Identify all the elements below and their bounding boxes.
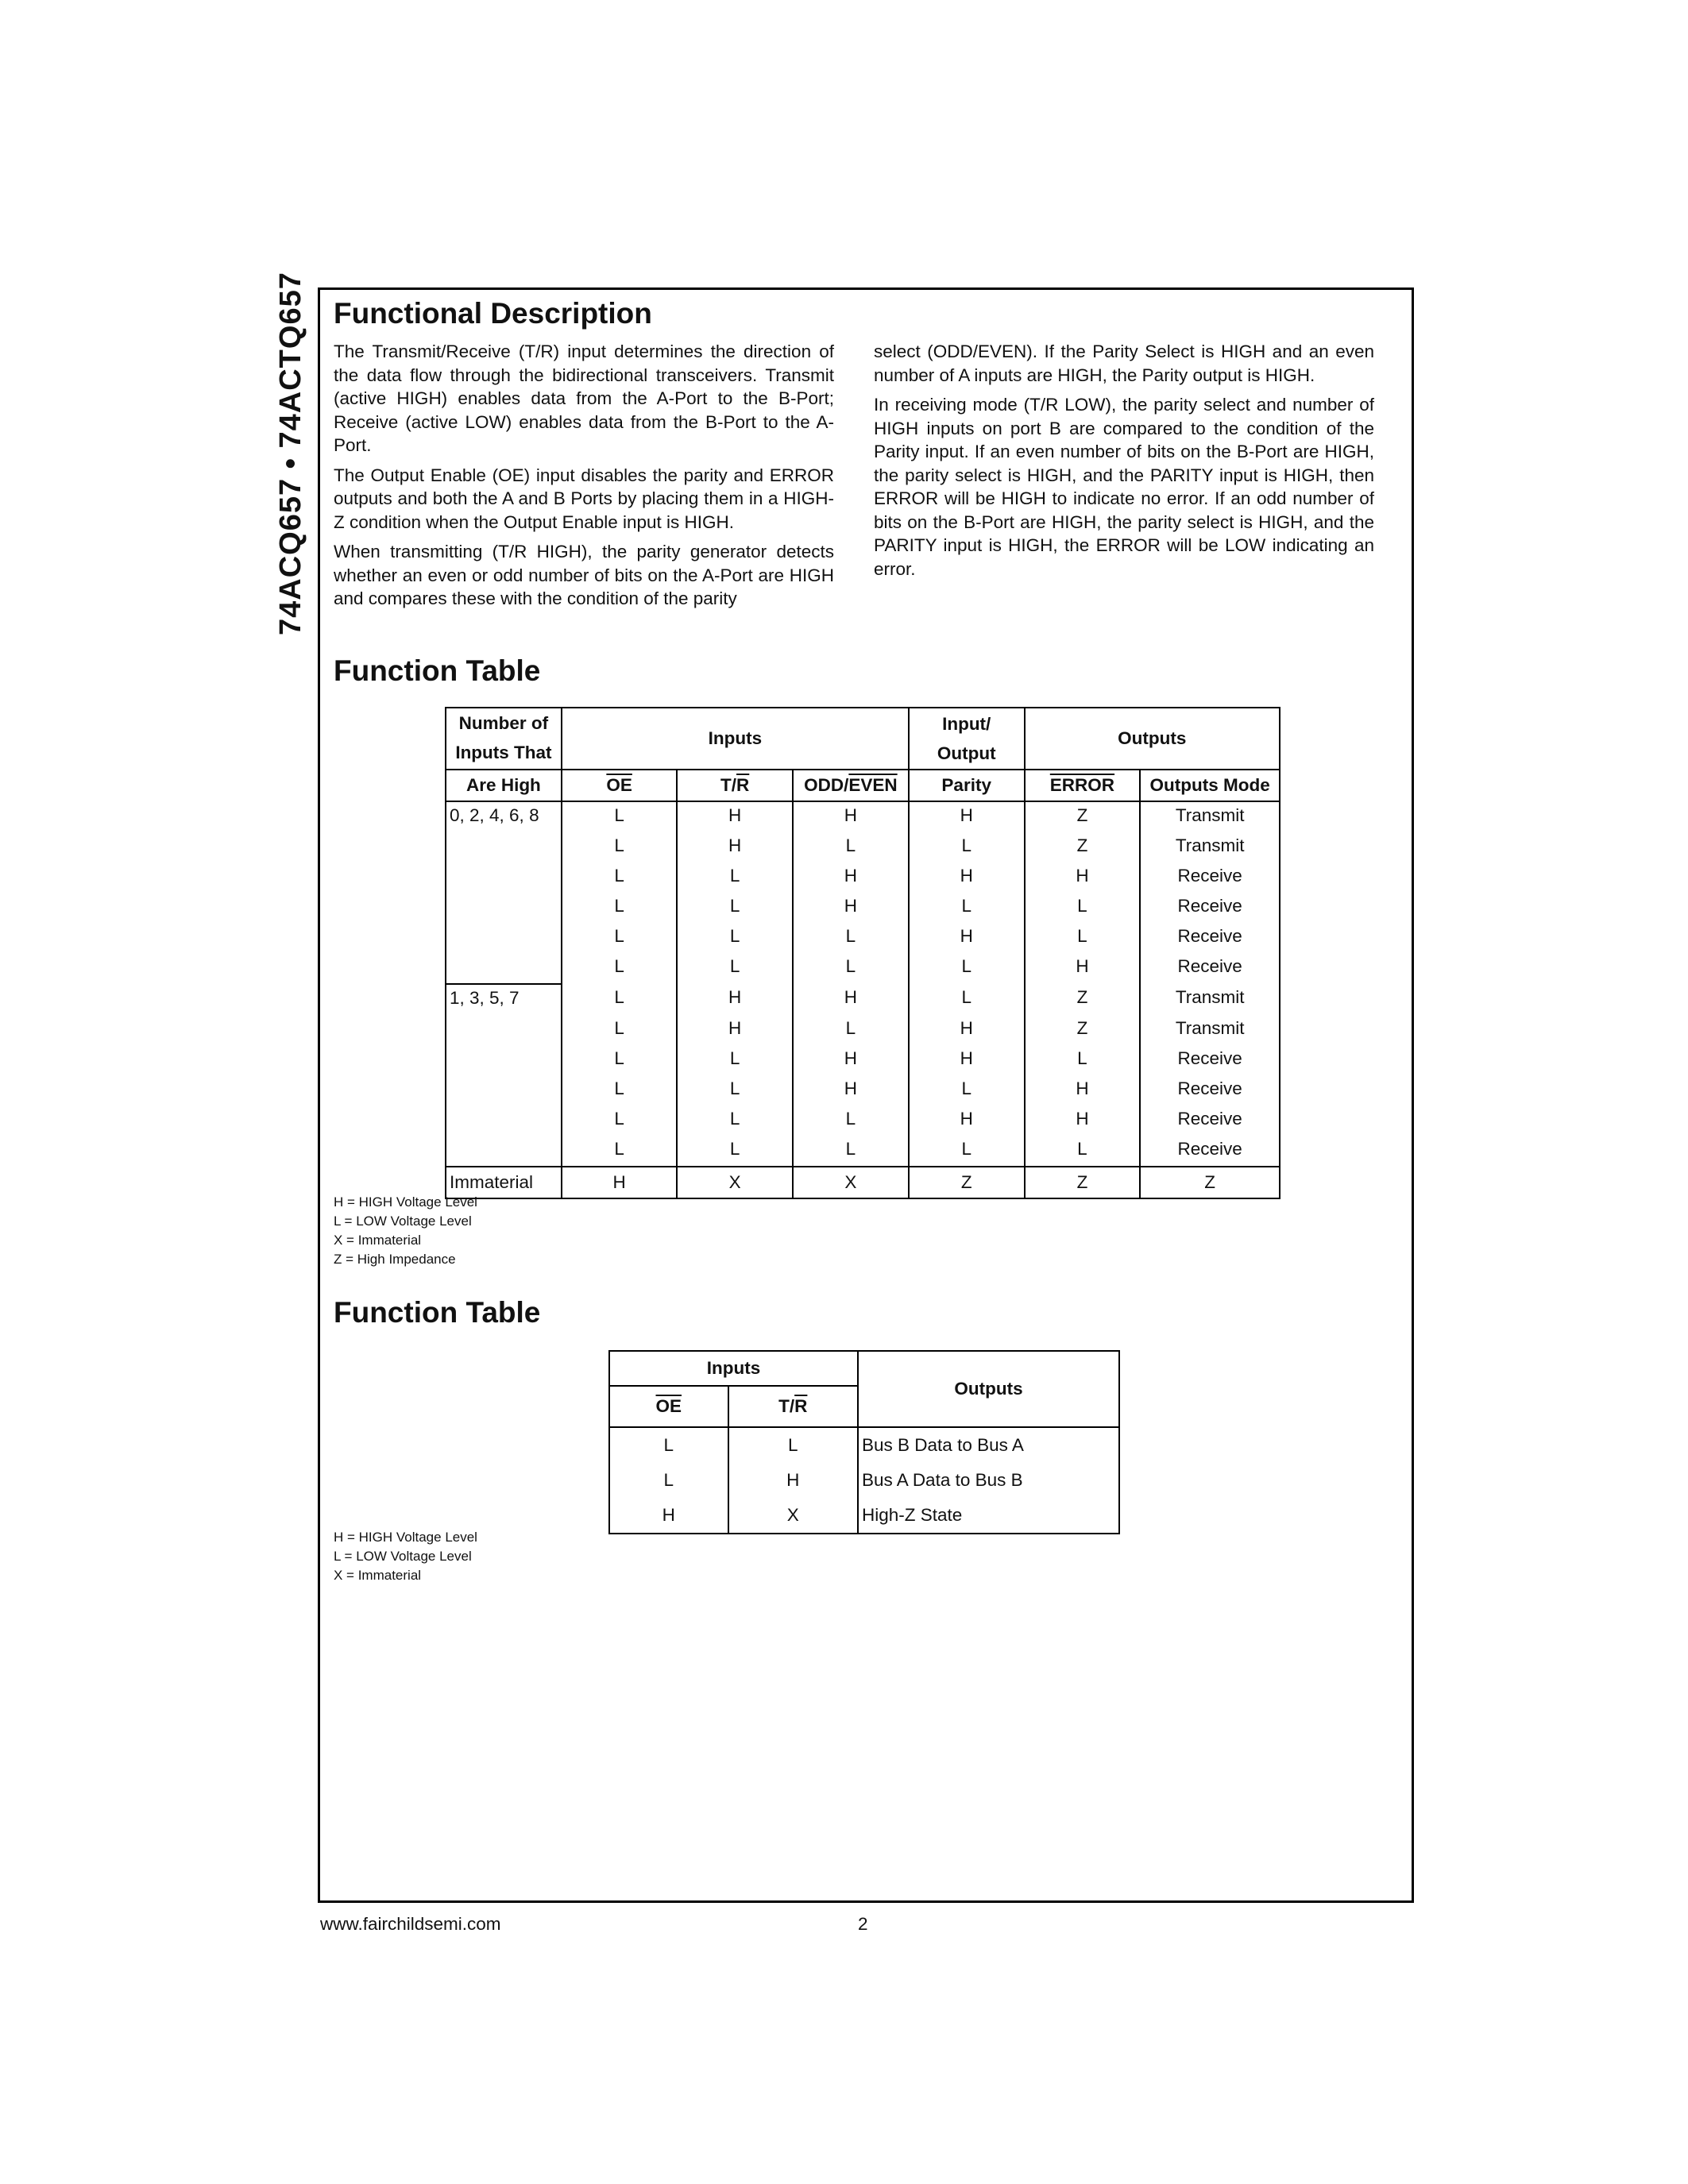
r-label: $\overline{R}$ <box>794 1396 808 1416</box>
note: H = HIGH Voltage Level <box>334 1194 477 1210</box>
table-cell: L <box>562 801 678 832</box>
r-label: $\overline{R}$ <box>736 775 750 795</box>
table-cell: L <box>562 953 678 984</box>
table-cell: L <box>562 1015 678 1045</box>
table-cell: H <box>1025 862 1141 893</box>
function-table-1-heading: Function Table <box>334 654 541 687</box>
function-table-1-notes <box>334 1193 477 1269</box>
table-cell: H <box>909 862 1025 893</box>
table-cell: Bus A Data to Bus B <box>858 1463 1119 1498</box>
inputs-header: Inputs <box>562 708 909 770</box>
table-row <box>446 893 1280 923</box>
table-row <box>446 1136 1280 1167</box>
table-cell: L <box>793 1015 909 1045</box>
oe-label: $\overline{OE}$ <box>606 775 632 795</box>
table-cell: L <box>909 1075 1025 1106</box>
table-cell: L <box>909 953 1025 984</box>
table-cell <box>446 1045 562 1075</box>
table-cell: X <box>677 1167 793 1198</box>
function-table-2-body <box>609 1427 1119 1534</box>
description-paragraph: In receiving mode (T/R LOW), the parity select and number of HIGH inputs on port B are compared to the condition of the Parity input. If an even number of bits on the B-Port are HIGH, the parity select is HIGH, and the PARITY input is HIGH, then ERROR will be HIGH to indicate no error. If an odd number of bits on the B-Port are HIGH, the parity select is HIGH, and the PARITY input is HIGH, the ERROR will be LOW indicating an error. <box>874 395 1374 579</box>
table-cell: Z <box>1025 984 1141 1015</box>
table-cell: Receive <box>1140 893 1280 923</box>
functional-description-heading: Functional Description <box>334 297 652 330</box>
table-cell: L <box>677 893 793 923</box>
table-row <box>446 923 1280 953</box>
even-label: EVEN <box>848 775 898 795</box>
table-cell: L <box>677 1106 793 1136</box>
table-row <box>609 1498 1119 1534</box>
table-cell: L <box>562 832 678 862</box>
description-left-column <box>334 340 834 617</box>
function-table-2-heading: Function Table <box>334 1296 541 1329</box>
are-high-header: Are High <box>446 770 562 801</box>
table-cell: L <box>609 1427 728 1463</box>
table-cell: L <box>1025 1136 1141 1167</box>
table-cell: H <box>793 1075 909 1106</box>
function-table-1 <box>445 707 1280 1199</box>
table-cell: L <box>562 984 678 1015</box>
table-cell: L <box>909 984 1025 1015</box>
oe-label: $\overline{OE}$ <box>655 1396 682 1416</box>
table-cell: L <box>562 1045 678 1075</box>
table-cell: High-Z State <box>858 1498 1119 1534</box>
tr-header <box>677 770 793 801</box>
error-header <box>1025 770 1141 801</box>
table-cell: H <box>793 862 909 893</box>
table-cell: L <box>728 1427 858 1463</box>
t-label: T/ <box>778 1396 795 1416</box>
table-row <box>446 801 1280 832</box>
table-cell <box>446 1136 562 1167</box>
description-paragraph: The Output Enable (OE) input disables the parity and ERROR outputs and both the A and B Ports by placing them in a HIGH-Z condition when the Output Enable input is HIGH. <box>334 465 834 532</box>
table-cell <box>446 832 562 862</box>
table-cell <box>446 893 562 923</box>
table-cell: L <box>909 1136 1025 1167</box>
table-row <box>446 1106 1280 1136</box>
header-text: Output <box>937 743 996 763</box>
description-paragraph: When transmitting (T/R HIGH), the parity generator detects whether an even or odd number of bits on the A-Port are HIGH and compares these with the condition of the parity <box>334 542 834 608</box>
table-cell: 1, 3, 5, 7 <box>446 984 562 1015</box>
table-cell: Receive <box>1140 862 1280 893</box>
table-cell: H <box>677 1015 793 1045</box>
table-cell: X <box>728 1498 858 1534</box>
table-cell: H <box>909 1106 1025 1136</box>
table-cell: L <box>909 832 1025 862</box>
table-cell: L <box>562 1106 678 1136</box>
table-cell: H <box>909 801 1025 832</box>
table-cell: L <box>1025 923 1141 953</box>
header-text: Number of <box>458 713 549 733</box>
table-row <box>446 1015 1280 1045</box>
table-cell: H <box>793 1045 909 1075</box>
table-cell: L <box>677 923 793 953</box>
table-cell: H <box>609 1498 728 1534</box>
table-row <box>446 1045 1280 1075</box>
table-cell: Receive <box>1140 1106 1280 1136</box>
table-cell: L <box>1025 893 1141 923</box>
table-cell: L <box>793 832 909 862</box>
table-cell: H <box>793 893 909 923</box>
table-cell: L <box>1025 1045 1141 1075</box>
table-cell: Receive <box>1140 953 1280 984</box>
error-label: ERROR <box>1049 775 1115 795</box>
table-cell: Receive <box>1140 923 1280 953</box>
table-cell: Receive <box>1140 1045 1280 1075</box>
header-text: Input/ <box>942 714 991 734</box>
footer-url[interactable]: www.fairchildsemi.com <box>320 1914 501 1934</box>
table-cell: Transmit <box>1140 984 1280 1015</box>
oe-header <box>609 1386 728 1427</box>
function-table-2 <box>608 1350 1120 1534</box>
table-cell: Z <box>1025 1015 1141 1045</box>
table-cell <box>446 1106 562 1136</box>
header-text: Inputs That <box>455 743 552 762</box>
table-cell: L <box>562 1136 678 1167</box>
table-cell: H <box>1025 953 1141 984</box>
table-cell: Transmit <box>1140 801 1280 832</box>
table-cell: Z <box>1140 1167 1280 1198</box>
table-row <box>446 984 1280 1015</box>
parity-header: Parity <box>909 770 1025 801</box>
note: H = HIGH Voltage Level <box>334 1530 477 1545</box>
table-cell: 0, 2, 4, 6, 8 <box>446 801 562 832</box>
note: X = Immaterial <box>334 1233 422 1248</box>
odd-even-header <box>793 770 909 801</box>
table-cell: L <box>793 923 909 953</box>
note: Z = High Impedance <box>334 1252 456 1267</box>
page-number: 2 <box>858 1914 868 1934</box>
table-cell: L <box>909 893 1025 923</box>
table-cell <box>446 1015 562 1045</box>
function-table-1-body <box>446 801 1280 1198</box>
table-row <box>446 1167 1280 1198</box>
table-cell: L <box>793 1106 909 1136</box>
function-table-2-notes <box>334 1528 477 1585</box>
table-cell: Z <box>1025 1167 1141 1198</box>
table-cell: L <box>677 862 793 893</box>
t-label: T/ <box>720 775 737 795</box>
number-of-inputs-header <box>446 708 562 770</box>
table-cell: Immaterial <box>446 1167 562 1198</box>
table-cell: Z <box>1025 801 1141 832</box>
table-row <box>609 1463 1119 1498</box>
table-cell: H <box>562 1167 678 1198</box>
oe-header <box>562 770 678 801</box>
table-cell: L <box>562 862 678 893</box>
table-row <box>446 953 1280 984</box>
table-cell: L <box>793 1136 909 1167</box>
table-row <box>446 862 1280 893</box>
table-cell <box>446 953 562 984</box>
note: X = Immaterial <box>334 1568 422 1583</box>
table-cell <box>446 1075 562 1106</box>
table-cell: H <box>677 801 793 832</box>
outputs-mode-header: Outputs Mode <box>1140 770 1280 801</box>
table-cell: Receive <box>1140 1075 1280 1106</box>
table-cell: H <box>909 1015 1025 1045</box>
table-cell: H <box>728 1463 858 1498</box>
table-cell: H <box>793 984 909 1015</box>
table-cell: L <box>677 953 793 984</box>
table-cell: L <box>677 1075 793 1106</box>
table-row <box>446 832 1280 862</box>
table-cell: L <box>677 1136 793 1167</box>
table-cell: L <box>562 893 678 923</box>
table-cell: Z <box>909 1167 1025 1198</box>
description-right-column <box>874 340 1374 587</box>
table-cell: L <box>562 1075 678 1106</box>
note: L = LOW Voltage Level <box>334 1549 472 1564</box>
table-cell: H <box>793 801 909 832</box>
side-part-number-title: 74ACQ657 • 74ACTQ657 <box>274 272 307 635</box>
table-cell: H <box>677 832 793 862</box>
table-cell: Transmit <box>1140 832 1280 862</box>
table-cell <box>446 862 562 893</box>
table-cell: H <box>909 923 1025 953</box>
outputs-header: Outputs <box>1025 708 1280 770</box>
input-output-header <box>909 708 1025 770</box>
table-cell: X <box>793 1167 909 1198</box>
table-cell: L <box>562 923 678 953</box>
outputs-header: Outputs <box>858 1351 1119 1427</box>
table-cell: L <box>609 1463 728 1498</box>
table-cell: H <box>1025 1106 1141 1136</box>
table-cell: Transmit <box>1140 1015 1280 1045</box>
table-cell: Bus B Data to Bus A <box>858 1427 1119 1463</box>
table-cell: L <box>793 953 909 984</box>
table-cell: H <box>909 1045 1025 1075</box>
table-row <box>446 1075 1280 1106</box>
table-cell: L <box>677 1045 793 1075</box>
table-cell: H <box>677 984 793 1015</box>
description-paragraph: select (ODD/EVEN). If the Parity Select is HIGH and an even number of A inputs are HIGH, the Parity output is HIGH. <box>874 341 1374 385</box>
table-cell: Receive <box>1140 1136 1280 1167</box>
odd-label: ODD/ <box>804 775 849 795</box>
tr-header <box>728 1386 858 1427</box>
table-cell: Z <box>1025 832 1141 862</box>
table-cell <box>446 923 562 953</box>
table-cell: H <box>1025 1075 1141 1106</box>
description-paragraph: The Transmit/Receive (T/R) input determines the direction of the data flow through the bidirectional transceivers. Transmit (active HIGH) enables data from the A-Port to the B-Port; Receive (active LOW) enables data from the B-Port to the A-Port. <box>334 341 834 455</box>
note: L = LOW Voltage Level <box>334 1214 472 1229</box>
table-row <box>609 1427 1119 1463</box>
inputs-header: Inputs <box>609 1351 858 1386</box>
